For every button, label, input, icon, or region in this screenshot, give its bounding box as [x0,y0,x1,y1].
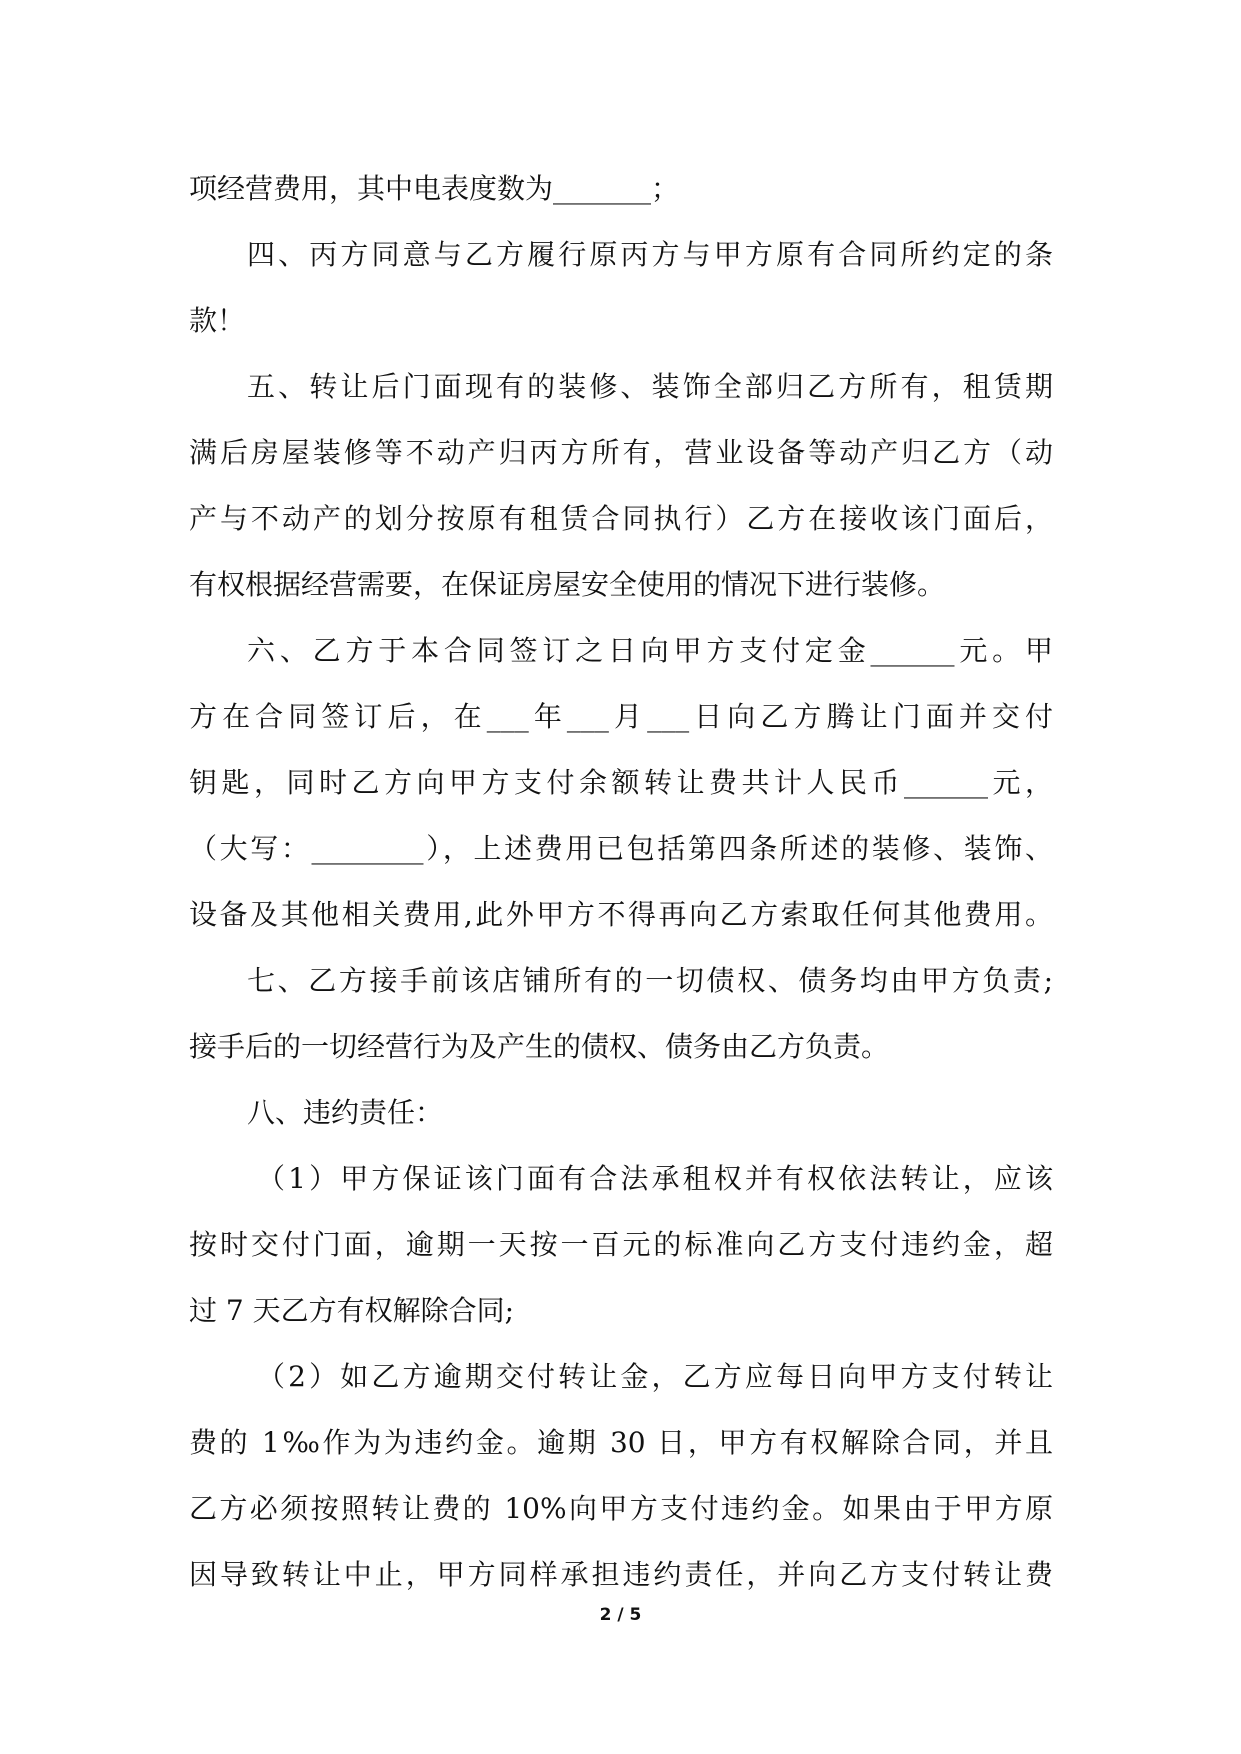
text-line: （大写：________），上述费用已包括第四条所述的装修、装饰、 [189,832,1053,865]
text-line: 过 7 天乙方有权解除合同; [189,1294,515,1327]
text-line: 项经营费用，其中电表度数为_______； [189,172,680,205]
document-body [189,156,1053,1608]
text-line: 方在合同签订后，在___年___月___日向乙方腾让门面并交付 [189,700,1053,733]
text-line: 七、乙方接手前该店铺所有的一切债权、债务均由甲方负责; [247,964,1053,997]
text-line: 四、丙方同意与乙方履行原丙方与甲方原有合同所约定的条 [247,238,1053,271]
text-line: 接手后的一切经营行为及产生的债权、债务由乙方负责。 [189,1030,890,1063]
text-line: （1）甲方保证该门面有合法承租权并有权依法转让，应该 [257,1162,1053,1195]
text-line: 费的 1‰作为为违约金。逾期 30 日，甲方有权解除合同，并且 [189,1426,1053,1459]
text-line: 设备及其他相关费用,此外甲方不得再向乙方索取任何其他费用。 [189,898,1053,931]
text-line: 款！ [189,304,246,337]
text-line: 因导致转让中止，甲方同样承担违约责任，并向乙方支付转让费 [189,1558,1053,1591]
text-line: 六、乙方于本合同签订之日向甲方支付定金______元。甲 [247,634,1053,667]
text-line: 钥匙，同时乙方向甲方支付余额转让费共计人民币______元， [189,766,1053,799]
text-line: 满后房屋装修等不动产归丙方所有，营业设备等动产归乙方（动 [189,436,1053,469]
text-line: （2）如乙方逾期交付转让金，乙方应每日向甲方支付转让 [257,1360,1053,1393]
page-number: 2 / 5 [599,1605,642,1625]
text-line: 乙方必须按照转让费的 10%向甲方支付违约金。如果由于甲方原 [189,1492,1053,1525]
text-line: 有权根据经营需要，在保证房屋安全使用的情况下进行装修。 [189,568,946,601]
text-line: 五、转让后门面现有的装修、装饰全部归乙方所有，租赁期 [247,370,1053,403]
text-line: 按时交付门面，逾期一天按一百元的标准向乙方支付违约金，超 [189,1228,1053,1261]
text-line: 八、违约责任： [247,1096,444,1129]
text-line: 产与不动产的划分按原有租赁合同执行）乙方在接收该门面后， [189,502,1053,535]
